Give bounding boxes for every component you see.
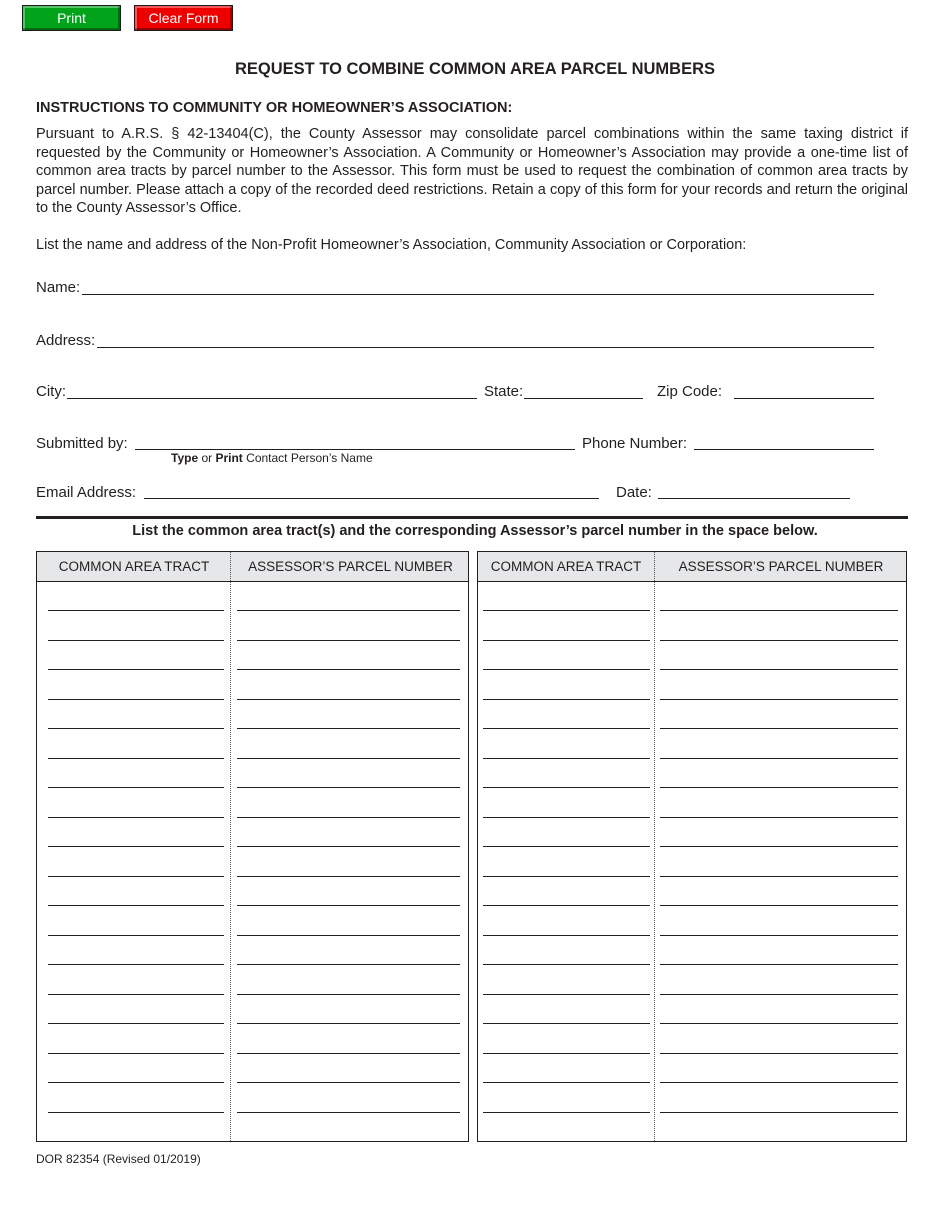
parcel-entry-line[interactable] bbox=[660, 1053, 898, 1054]
parcel-entry-line[interactable] bbox=[237, 728, 460, 729]
instructions-text: Pursuant to A.R.S. § 42-13404(C), the County Assessor may consolidate parcel combinations within the same taxing district if requested by the Community or Homeowner’s Association. A Community or Homeowner’s Association may provide a one-time list of common area tracts by parcel number to the Assessor. This form must be used to request the combination of common area tracts by parcel number. Please attach a copy of the recorded deed restrictions. Retain a copy of this form for your records and return the original to the County Assessor’s Office. bbox=[36, 126, 908, 217]
parcel-entry-line[interactable] bbox=[660, 787, 898, 788]
submitted-by-label: Submitted by: bbox=[36, 435, 128, 452]
parcel-entry-line[interactable] bbox=[237, 905, 460, 906]
tract-entry-line[interactable] bbox=[483, 640, 650, 641]
clear-form-button[interactable]: Clear Form bbox=[134, 5, 233, 31]
phone-field[interactable] bbox=[694, 449, 874, 450]
tract-entry-line[interactable] bbox=[483, 817, 650, 818]
form-number: DOR 82354 (Revised 01/2019) bbox=[36, 1152, 201, 1166]
tract-table-right bbox=[477, 551, 907, 1142]
parcel-entry-line[interactable] bbox=[660, 935, 898, 936]
parcel-entry-line[interactable] bbox=[237, 935, 460, 936]
parcel-entry-line[interactable] bbox=[237, 1082, 460, 1083]
parcel-entry-line[interactable] bbox=[237, 817, 460, 818]
parcel-entry-line[interactable] bbox=[660, 1082, 898, 1083]
tract-entry-line[interactable] bbox=[483, 669, 650, 670]
tract-entry-line[interactable] bbox=[48, 699, 224, 700]
parcel-entry-line[interactable] bbox=[660, 994, 898, 995]
tract-entry-line[interactable] bbox=[48, 817, 224, 818]
hint-or: or bbox=[198, 451, 216, 465]
submitted-by-field[interactable] bbox=[135, 449, 575, 450]
tract-entry-line[interactable] bbox=[483, 699, 650, 700]
tract-entry-line[interactable] bbox=[48, 1082, 224, 1083]
state-field[interactable] bbox=[524, 398, 643, 399]
parcel-entry-line[interactable] bbox=[660, 728, 898, 729]
parcel-entry-line[interactable] bbox=[660, 699, 898, 700]
zip-label: Zip Code: bbox=[657, 383, 723, 400]
parcel-entry-line[interactable] bbox=[237, 699, 460, 700]
parcel-entry-line[interactable] bbox=[237, 669, 460, 670]
tract-entry-line[interactable] bbox=[483, 1082, 650, 1083]
column-header-parcel: ASSESSOR’S PARCEL NUMBER bbox=[678, 559, 884, 574]
parcel-entry-line[interactable] bbox=[237, 1112, 460, 1113]
date-label: Date: bbox=[616, 484, 652, 501]
zip-field[interactable] bbox=[734, 398, 874, 399]
hint-print: Print bbox=[215, 451, 243, 465]
address-label: Address: bbox=[36, 332, 96, 349]
column-header-parcel: ASSESSOR’S PARCEL NUMBER bbox=[248, 559, 453, 574]
tract-entry-line[interactable] bbox=[48, 1112, 224, 1113]
parcel-entry-line[interactable] bbox=[660, 846, 898, 847]
parcel-entry-line[interactable] bbox=[660, 817, 898, 818]
tract-entry-line[interactable] bbox=[48, 1023, 224, 1024]
tract-entry-line[interactable] bbox=[48, 758, 224, 759]
column-divider bbox=[654, 552, 655, 1141]
tract-entry-line[interactable] bbox=[483, 876, 650, 877]
name-field[interactable] bbox=[82, 294, 874, 295]
parcel-entry-line[interactable] bbox=[237, 964, 460, 965]
column-divider bbox=[230, 552, 231, 1141]
section-divider bbox=[36, 516, 908, 519]
tract-entry-line[interactable] bbox=[48, 876, 224, 877]
tract-entry-line[interactable] bbox=[483, 994, 650, 995]
parcel-entry-line[interactable] bbox=[237, 610, 460, 611]
phone-label: Phone Number: bbox=[582, 435, 688, 452]
tract-entry-line[interactable] bbox=[48, 846, 224, 847]
parcel-entry-line[interactable] bbox=[660, 669, 898, 670]
parcel-entry-line[interactable] bbox=[237, 846, 460, 847]
tract-entry-line[interactable] bbox=[48, 905, 224, 906]
parcel-entry-line[interactable] bbox=[660, 1023, 898, 1024]
tract-entry-line[interactable] bbox=[483, 846, 650, 847]
tract-entry-line[interactable] bbox=[48, 994, 224, 995]
table-instruction: List the common area tract(s) and the corresponding Assessor’s parcel number in the space below. bbox=[132, 523, 818, 539]
tract-entry-line[interactable] bbox=[483, 964, 650, 965]
hint-rest: Contact Person’s Name bbox=[242, 451, 373, 465]
tract-entry-line[interactable] bbox=[483, 935, 650, 936]
parcel-entry-line[interactable] bbox=[237, 787, 460, 788]
tract-entry-line[interactable] bbox=[483, 1141, 650, 1142]
address-field[interactable] bbox=[97, 347, 874, 348]
tract-entry-line[interactable] bbox=[483, 610, 650, 611]
parcel-entry-line[interactable] bbox=[660, 876, 898, 877]
email-field[interactable] bbox=[144, 498, 599, 499]
tract-entry-line[interactable] bbox=[48, 640, 224, 641]
parcel-entry-line[interactable] bbox=[237, 1023, 460, 1024]
tract-entry-line[interactable] bbox=[48, 787, 224, 788]
email-label: Email Address: bbox=[36, 484, 137, 501]
city-field[interactable] bbox=[67, 398, 477, 399]
tract-entry-line[interactable] bbox=[48, 1053, 224, 1054]
tract-entry-line[interactable] bbox=[483, 1112, 650, 1113]
tract-table-left bbox=[36, 551, 469, 1142]
parcel-entry-line[interactable] bbox=[660, 905, 898, 906]
tract-entry-line[interactable] bbox=[483, 905, 650, 906]
parcel-entry-line[interactable] bbox=[237, 876, 460, 877]
tract-entry-line[interactable] bbox=[48, 1141, 224, 1142]
parcel-entry-line[interactable] bbox=[660, 640, 898, 641]
tract-entry-line[interactable] bbox=[483, 1053, 650, 1054]
tract-entry-line[interactable] bbox=[48, 610, 224, 611]
tract-entry-line[interactable] bbox=[48, 935, 224, 936]
parcel-entry-line[interactable] bbox=[660, 964, 898, 965]
parcel-entry-line[interactable] bbox=[237, 1053, 460, 1054]
instructions-heading: INSTRUCTIONS TO COMMUNITY OR HOMEOWNER’S ASSOCIATION: bbox=[36, 100, 513, 116]
list-instruction: List the name and address of the Non-Profit Homeowner’s Association, Community Association or Corporation: bbox=[36, 237, 747, 253]
date-field[interactable] bbox=[658, 498, 850, 499]
parcel-entry-line[interactable] bbox=[237, 1141, 460, 1142]
parcel-entry-line[interactable] bbox=[660, 610, 898, 611]
submitted-by-hint bbox=[171, 451, 373, 465]
tract-entry-line[interactable] bbox=[48, 669, 224, 670]
parcel-entry-line[interactable] bbox=[237, 640, 460, 641]
name-label: Name: bbox=[36, 279, 81, 296]
parcel-entry-line[interactable] bbox=[660, 1141, 898, 1142]
tract-entry-line[interactable] bbox=[48, 728, 224, 729]
parcel-entry-line[interactable] bbox=[660, 758, 898, 759]
city-label: City: bbox=[36, 383, 66, 400]
state-label: State: bbox=[484, 383, 524, 400]
column-header-tract: COMMON AREA TRACT bbox=[58, 559, 210, 574]
parcel-entry-line[interactable] bbox=[237, 994, 460, 995]
tract-entry-line[interactable] bbox=[483, 787, 650, 788]
form-title: REQUEST TO COMBINE COMMON AREA PARCEL NUMBERS bbox=[234, 60, 716, 78]
hint-type: Type bbox=[171, 451, 199, 465]
parcel-entry-line[interactable] bbox=[660, 1112, 898, 1113]
print-button[interactable]: Print bbox=[22, 5, 121, 31]
column-header-tract: COMMON AREA TRACT bbox=[490, 559, 642, 574]
tract-entry-line[interactable] bbox=[483, 1023, 650, 1024]
tract-entry-line[interactable] bbox=[483, 758, 650, 759]
tract-entry-line[interactable] bbox=[48, 964, 224, 965]
tract-entry-line[interactable] bbox=[483, 728, 650, 729]
parcel-entry-line[interactable] bbox=[237, 758, 460, 759]
